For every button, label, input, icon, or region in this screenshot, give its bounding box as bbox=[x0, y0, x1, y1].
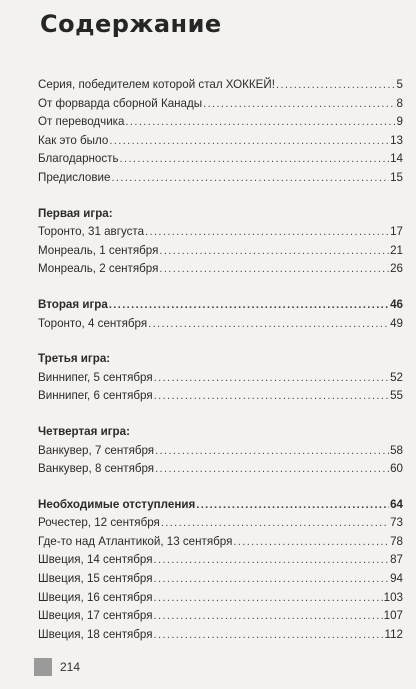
dot-leader bbox=[276, 76, 396, 95]
toc-entry-title: Предисловие bbox=[38, 170, 111, 184]
toc-entry-title: Вторая игра bbox=[38, 297, 108, 311]
toc-entry-title: Ванкувер, 8 сентября bbox=[38, 462, 155, 476]
page-marker bbox=[34, 658, 52, 676]
dot-leader bbox=[125, 113, 395, 132]
dot-leader bbox=[154, 369, 389, 388]
toc-entry-page: 94 bbox=[390, 572, 403, 586]
toc-entry-title: Швеция, 15 сентября bbox=[38, 572, 153, 586]
table-of-contents bbox=[38, 76, 403, 644]
toc-entry-title: Виннипег, 6 сентября bbox=[38, 389, 153, 403]
toc-entry-page: 17 bbox=[390, 225, 403, 239]
dot-leader bbox=[109, 132, 389, 151]
toc-entry[interactable] bbox=[38, 533, 403, 552]
toc-entry[interactable] bbox=[38, 589, 403, 608]
toc-entry-title: Необходимые отступления bbox=[38, 497, 196, 511]
toc-entry-page: 52 bbox=[390, 370, 403, 384]
section-gap bbox=[38, 406, 403, 423]
toc-entry-page: 15 bbox=[390, 170, 403, 184]
toc-entry[interactable] bbox=[38, 169, 403, 188]
toc-entry-title: Монреаль, 1 сентября bbox=[38, 243, 159, 257]
toc-entry-title: Серия, победителем которой стал ХОККЕЙ! bbox=[38, 78, 275, 91]
toc-entry[interactable] bbox=[38, 296, 403, 315]
section-heading: Третья игра: bbox=[38, 352, 111, 366]
dot-leader bbox=[145, 223, 389, 242]
toc-entry-title: Торонто, 4 сентября bbox=[38, 316, 148, 330]
toc-entry-page: 21 bbox=[390, 243, 403, 257]
dot-leader bbox=[120, 150, 390, 169]
dot-leader bbox=[203, 95, 395, 114]
section-gap bbox=[38, 188, 403, 205]
toc-entry-page: 64 bbox=[390, 497, 403, 511]
dot-leader bbox=[154, 626, 384, 645]
toc-entry-title: Монреаль, 2 сентября bbox=[38, 262, 159, 276]
dot-leader bbox=[159, 242, 389, 261]
toc-entry-page: 60 bbox=[390, 462, 403, 476]
toc-entry[interactable] bbox=[38, 442, 403, 461]
dot-leader bbox=[155, 460, 389, 479]
toc-entry-page: 49 bbox=[390, 316, 403, 330]
toc-entry[interactable] bbox=[38, 387, 403, 406]
dot-leader bbox=[161, 514, 389, 533]
toc-entry[interactable] bbox=[38, 626, 403, 645]
toc-entry-title: Виннипег, 5 сентября bbox=[38, 370, 153, 384]
dot-leader bbox=[154, 387, 389, 406]
dot-leader bbox=[109, 296, 389, 315]
dot-leader bbox=[154, 589, 383, 608]
toc-entry[interactable] bbox=[38, 570, 403, 589]
toc-entry[interactable] bbox=[38, 132, 403, 151]
dot-leader bbox=[154, 570, 390, 589]
toc-entry-title: Благодарность bbox=[38, 152, 119, 166]
toc-entry[interactable] bbox=[38, 607, 403, 626]
toc-entry[interactable] bbox=[38, 150, 403, 169]
toc-entry[interactable] bbox=[38, 496, 403, 515]
toc-entry[interactable] bbox=[38, 551, 403, 570]
section-gap bbox=[38, 479, 403, 496]
toc-entry-page: 9 bbox=[396, 115, 403, 129]
toc-entry-page: 73 bbox=[390, 516, 403, 530]
toc-entry-page: 13 bbox=[390, 133, 403, 147]
section-heading: Четвертая игра: bbox=[38, 424, 130, 438]
toc-entry-page: 5 bbox=[396, 78, 403, 91]
toc-entry[interactable] bbox=[38, 223, 403, 242]
toc-entry-title: Швеция, 18 сентября bbox=[38, 627, 153, 641]
toc-entry-page: 8 bbox=[396, 96, 403, 110]
section-gap bbox=[38, 333, 403, 350]
toc-entry-title: Швеция, 17 сентября bbox=[38, 609, 153, 623]
dot-leader bbox=[154, 607, 383, 626]
page-title: Содержание bbox=[40, 10, 222, 38]
toc-entry-page: 46 bbox=[390, 297, 403, 311]
toc-entry-page: 55 bbox=[390, 389, 403, 403]
dot-leader bbox=[159, 260, 389, 279]
toc-entry[interactable] bbox=[38, 76, 403, 95]
dot-leader bbox=[111, 169, 389, 188]
toc-entry[interactable] bbox=[38, 369, 403, 388]
toc-entry[interactable] bbox=[38, 113, 403, 132]
toc-entry[interactable] bbox=[38, 514, 403, 533]
toc-entry-page: 107 bbox=[383, 609, 403, 623]
toc-entry-page: 87 bbox=[390, 553, 403, 567]
dot-leader bbox=[148, 315, 389, 334]
toc-entry[interactable] bbox=[38, 95, 403, 114]
section-heading: Первая игра: bbox=[38, 206, 113, 220]
toc-entry-page: 26 bbox=[390, 262, 403, 276]
toc-entry[interactable] bbox=[38, 315, 403, 334]
toc-entry[interactable] bbox=[38, 242, 403, 261]
toc-entry-title: Швеция, 16 сентября bbox=[38, 590, 153, 604]
toc-entry[interactable] bbox=[38, 460, 403, 479]
toc-entry-title: Швеция, 14 сентября bbox=[38, 553, 153, 567]
toc-entry-page: 103 bbox=[383, 590, 403, 604]
toc-entry-title: Где-то над Атлантикой, 13 сентября bbox=[38, 534, 233, 548]
page-number: 214 bbox=[60, 660, 81, 674]
toc-entry-title: Ванкувер, 7 сентября bbox=[38, 443, 155, 457]
toc-entry-page: 58 bbox=[390, 443, 403, 457]
toc-entry-page: 112 bbox=[384, 627, 403, 641]
page-footer bbox=[34, 658, 80, 676]
section-gap bbox=[38, 279, 403, 296]
toc-entry[interactable] bbox=[38, 260, 403, 279]
dot-leader bbox=[233, 533, 389, 552]
toc-entry-page: 78 bbox=[390, 534, 403, 548]
toc-entry-title: От переводчика bbox=[38, 115, 125, 129]
toc-entry-title: От форварда сборной Канады bbox=[38, 96, 203, 110]
dot-leader bbox=[196, 496, 389, 515]
toc-entry-title: Как это было bbox=[38, 133, 109, 147]
toc-entry-title: Торонто, 31 августа bbox=[38, 225, 145, 239]
toc-entry-title: Рочестер, 12 сентября bbox=[38, 516, 160, 530]
toc-entry-page: 14 bbox=[390, 152, 403, 166]
dot-leader bbox=[155, 442, 389, 461]
dot-leader bbox=[154, 551, 390, 570]
